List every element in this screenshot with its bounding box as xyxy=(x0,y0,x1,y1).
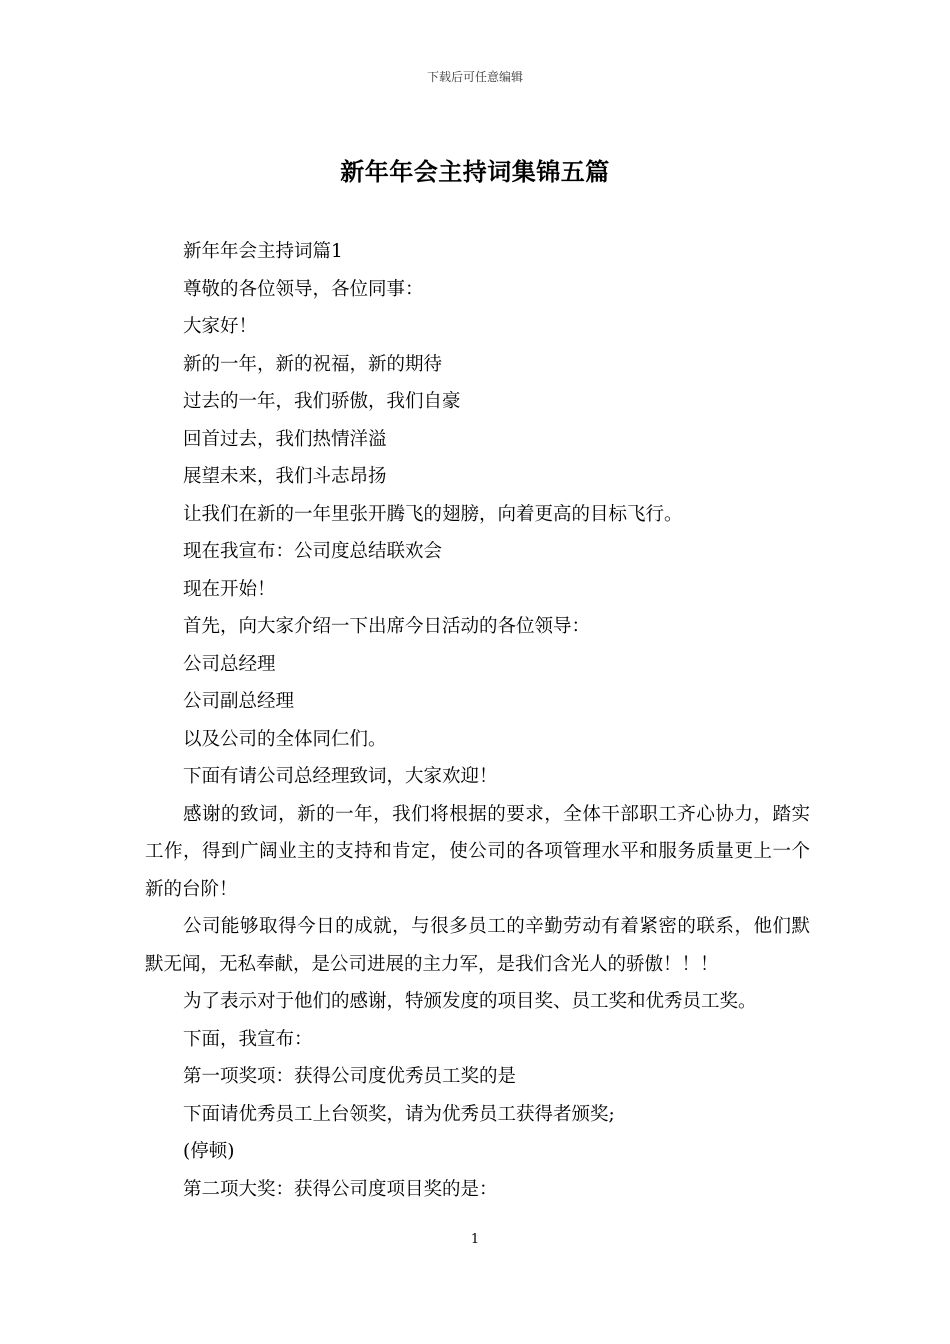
document-body xyxy=(145,233,810,1208)
paragraph: 第二项大奖：获得公司度项目奖的是： xyxy=(183,1178,498,1200)
paragraph: 公司能够取得今日的成就，与很多员工的辛勤劳动有着紧密的联系，他们默默无闻，无私奉献，是公司进展的主力军，是我们含光人的骄傲！！！ xyxy=(145,916,810,975)
paragraph: (停顿) xyxy=(183,1141,235,1162)
paragraph: 首先，向大家介绍一下出席今日活动的各位领导： xyxy=(183,616,591,637)
paragraph: 下面有请公司总经理致词，大家欢迎！ xyxy=(183,766,498,787)
paragraph: 新的一年，新的祝福，新的期待 xyxy=(183,353,443,375)
paragraph: 现在我宣布：公司度总结联欢会 xyxy=(183,541,443,562)
page-number: 1 xyxy=(470,1232,480,1247)
paragraph: 为了表示对于他们的感谢，特颁发度的项目奖、员工奖和优秀员工奖。 xyxy=(183,991,757,1012)
page-header-note: 下载后可任意编辑 xyxy=(426,70,523,84)
paragraph: 过去的一年，我们骄傲，我们自豪 xyxy=(183,391,461,412)
paragraph: 公司副总经理 xyxy=(183,691,295,712)
document-title: 新年年会主持词集锦五篇 xyxy=(340,157,610,186)
paragraph: 大家好！ xyxy=(183,316,258,337)
paragraph: 感谢的致词，新的一年，我们将根据的要求，全体干部职工齐心协力，踏实工作，得到广阔业主的支持和肯定，使公司的各项管理水平和服务质量更上一个新的台阶！ xyxy=(145,803,810,900)
paragraph: 尊敬的各位领导，各位同事： xyxy=(183,278,424,300)
paragraph: 回首过去，我们热情洋溢 xyxy=(183,428,387,450)
paragraph: 下面，我宣布： xyxy=(183,1028,313,1050)
paragraph: 公司总经理 xyxy=(183,653,276,675)
paragraph: 下面请优秀员工上台领奖，请为优秀员工获得者颁奖; xyxy=(183,1103,615,1125)
paragraph: 让我们在新的一年里张开腾飞的翅膀，向着更高的目标飞行。 xyxy=(183,503,683,525)
paragraph: 第一项奖项：获得公司度优秀员工奖的是 xyxy=(183,1066,517,1087)
paragraph: 以及公司的全体同仁们。 xyxy=(183,728,387,750)
paragraph: 展望未来，我们斗志昂扬 xyxy=(183,466,387,487)
paragraph: 现在开始！ xyxy=(183,578,276,600)
paragraph: 新年年会主持词篇1 xyxy=(183,241,343,262)
